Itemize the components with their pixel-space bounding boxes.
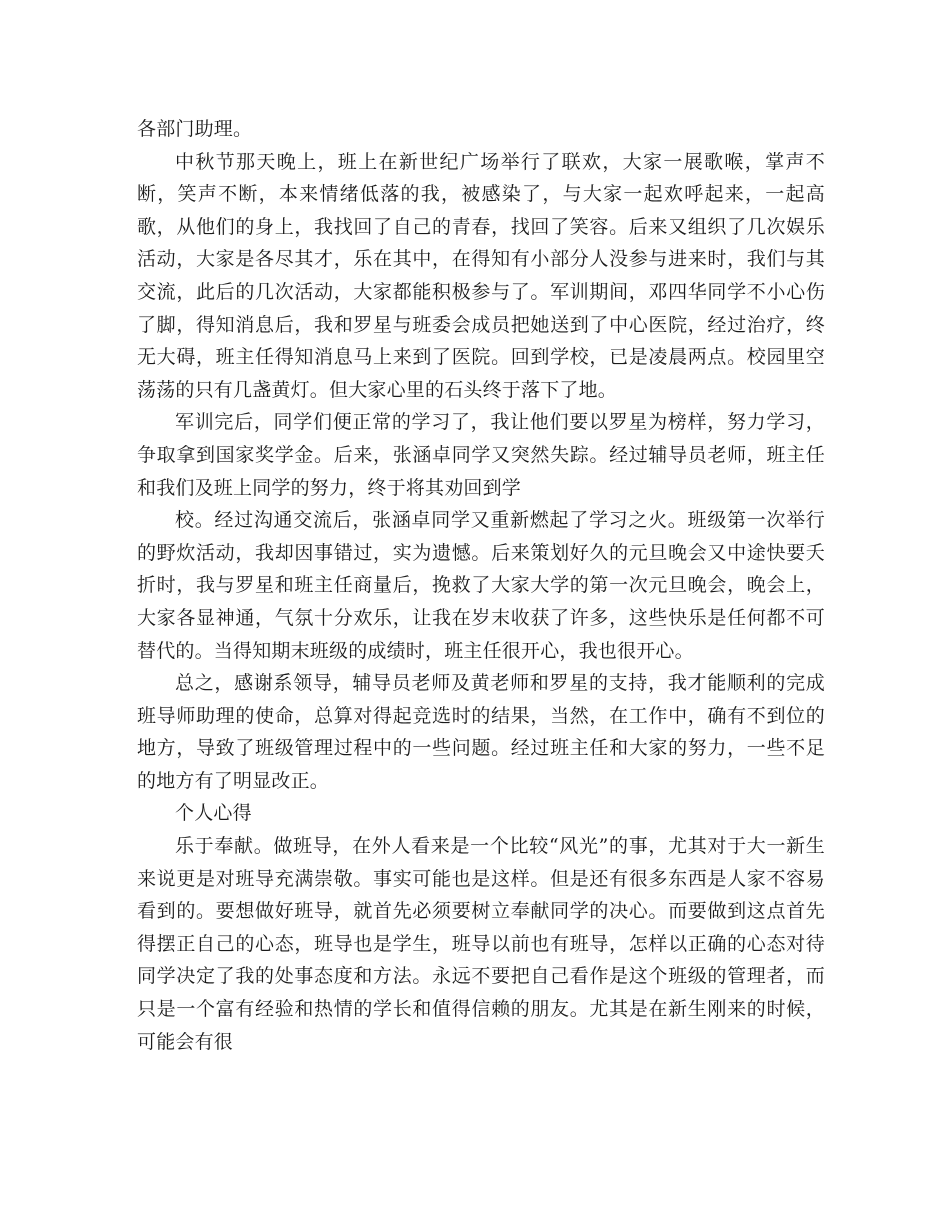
paragraph-7: 乐于奉献。做班导，在外人看来是一个比较“风光”的事，尤其对于大一新生来说更是对班导充满崇敬。事实可能也是这样。但是还有很多东西是人家不容易看到的。要想做好班导，就首先必须要树立奉献同学的决心。而要做到这点首先得摆正自己的心态，班导也是学生，班导以前也有班导，怎样以正确的心态对待同学决定了我的处事态度和方法。永远不要把自己看作是这个班级的管理者，而只是一个富有经验和热情的学长和值得信赖的朋友。尤其是在新生刚来的时候，可能会有很: [137, 835, 825, 1053]
section-heading: 个人心得: [175, 802, 252, 825]
paragraph-5: 总之，感谢系领导，辅导员老师及黄老师和罗星的支持，我才能顺利的完成班导师助理的使命，总算对得起竞选时的结果，当然，在工作中，确有不到位的地方，导致了班级管理过程中的一些问题。经过班主任和大家的努力，一些不足的地方有了明显改正。: [137, 672, 825, 792]
paragraph-2: 中秋节那天晚上，班上在新世纪广场举行了联欢，大家一展歌喉，掌声不断，笑声不断，本来情绪低落的我，被感染了，与大家一起欢呼起来，一起高歌，从他们的身上，我找回了自己的青春，找回了笑容。后来又组织了几次娱乐活动，大家是各尽其才，乐在其中，在得知有小部分人没参与进来时，我们与其交流，此后的几次活动，大家都能积极参与了。军训期间，邓四华同学不小心伤了脚，得知消息后，我和罗星与班委会成员把她送到了中心医院，经过治疗，终无大碍，班主任得知消息马上来到了医院。回到学校，已是凌晨两点。校园里空荡荡的只有几盏黄灯。但大家心里的石头终于落下了地。: [137, 150, 825, 401]
document-body: [137, 113, 825, 1058]
paragraph-3: 军训完后，同学们便正常的学习了，我让他们要以罗星为榜样，努力学习，争取拿到国家奖学金。后来，张涵卓同学又突然失踪。经过辅导员老师，班主任和我们及班上同学的努力，终于将其劝回到学: [137, 411, 825, 499]
paragraph-4: 校。经过沟通交流后，张涵卓同学又重新燃起了学习之火。班级第一次举行的野炊活动，我却因事错过，实为遗憾。后来策划好久的元旦晚会又中途快要夭折时，我与罗星和班主任商量后，挽救了大家大学的第一次元旦晚会，晚会上，大家各显神通，气氛十分欢乐，让我在岁末收获了许多，这些快乐是任何都不可替代的。当得知期末班级的成绩时，班主任很开心，我也很开心。: [137, 509, 825, 662]
paragraph-1: 各部门助理。: [137, 118, 253, 140]
